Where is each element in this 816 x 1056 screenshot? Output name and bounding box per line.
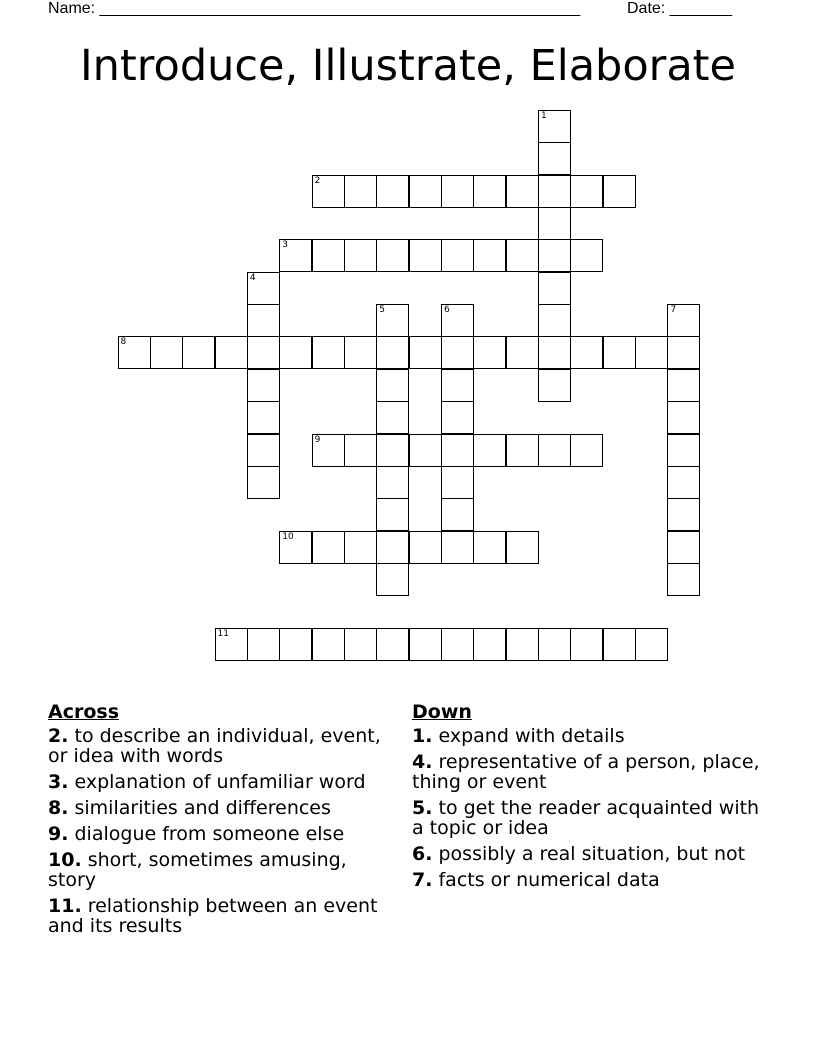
crossword-cell[interactable]: [376, 498, 409, 531]
name-field-label: Name: ______________________________________________________: [48, 0, 581, 17]
crossword-cell[interactable]: [441, 401, 474, 434]
crossword-cell[interactable]: [215, 628, 248, 661]
crossword-cell[interactable]: [279, 531, 312, 564]
crossword-cell[interactable]: [376, 531, 409, 564]
clue-text: similarities and differences: [68, 797, 331, 819]
crossword-cell[interactable]: [570, 239, 603, 272]
clue-number: 4: [249, 272, 256, 283]
crossword-cell[interactable]: [667, 466, 700, 499]
clue-number: 1: [541, 111, 547, 121]
crossword-cell[interactable]: [215, 336, 248, 369]
down-clues: [412, 702, 762, 896]
crossword-cell[interactable]: [376, 175, 409, 208]
crossword-cell[interactable]: [150, 336, 183, 369]
crossword-cell[interactable]: [538, 110, 571, 143]
crossword-cell[interactable]: [667, 304, 700, 337]
down-clue-list: [412, 726, 762, 890]
crossword-cell[interactable]: [279, 239, 312, 272]
crossword-cell[interactable]: [441, 628, 474, 661]
clue-text: to get the reader acquainted with a topic or idea: [412, 797, 760, 839]
crossword-cell[interactable]: [409, 531, 442, 564]
crossword-cell[interactable]: [538, 175, 571, 208]
clue-number: 8: [120, 337, 127, 348]
down-clue: [412, 870, 762, 890]
crossword-cell[interactable]: [247, 466, 280, 499]
down-clue: [412, 752, 762, 792]
clue-number-label: 5.: [412, 797, 433, 819]
crossword-cell[interactable]: [376, 304, 409, 337]
clue-number-label: 9.: [48, 823, 69, 845]
down-heading: Down: [412, 701, 472, 723]
crossword-cell[interactable]: [603, 175, 636, 208]
crossword-cell[interactable]: [538, 434, 571, 467]
clue-number-label: 6.: [412, 843, 433, 865]
crossword-cell[interactable]: [667, 369, 700, 402]
crossword-cell[interactable]: [603, 336, 636, 369]
down-clue: [412, 726, 762, 746]
crossword-cell[interactable]: [473, 531, 506, 564]
crossword-cell[interactable]: [473, 336, 506, 369]
crossword-cell[interactable]: [344, 175, 377, 208]
crossword-cell[interactable]: [441, 434, 474, 467]
crossword-cell[interactable]: [312, 628, 345, 661]
clue-number: 3: [282, 240, 288, 251]
clue-number: 11: [217, 628, 229, 639]
crossword-cell[interactable]: [279, 336, 312, 369]
crossword-cell[interactable]: [344, 531, 377, 564]
crossword-cell[interactable]: [409, 336, 442, 369]
crossword-cell[interactable]: [376, 336, 409, 369]
clue-text: explanation of unfamiliar word: [68, 771, 366, 793]
across-clue: [48, 824, 388, 844]
page-title: Introduce, Illustrate, Elaborate: [79, 41, 736, 91]
crossword-cell[interactable]: [376, 401, 409, 434]
crossword-cell[interactable]: [247, 434, 280, 467]
across-clue: [48, 772, 388, 792]
crossword-cell[interactable]: [570, 628, 603, 661]
crossword-cell[interactable]: [247, 369, 280, 402]
crossword-cell[interactable]: [376, 628, 409, 661]
crossword-cell[interactable]: [667, 336, 700, 369]
crossword-cell[interactable]: [441, 304, 474, 337]
crossword-cell[interactable]: [538, 272, 571, 305]
crossword-cell[interactable]: [344, 336, 377, 369]
crossword-cell[interactable]: [182, 336, 215, 369]
crossword-cell[interactable]: [376, 563, 409, 596]
crossword-cell[interactable]: [312, 336, 345, 369]
crossword-cell[interactable]: [506, 531, 539, 564]
crossword-cell[interactable]: [538, 142, 571, 175]
crossword-cell[interactable]: [667, 563, 700, 596]
date-field-label: Date: _______: [627, 0, 732, 17]
crossword-cell[interactable]: [473, 175, 506, 208]
crossword-cell[interactable]: [603, 628, 636, 661]
crossword-cell[interactable]: [247, 272, 280, 305]
crossword-cell[interactable]: [376, 434, 409, 467]
across-clues: [48, 702, 388, 942]
crossword-cell[interactable]: [279, 628, 312, 661]
clue-text: expand with details: [432, 725, 625, 747]
crossword-cell[interactable]: [667, 498, 700, 531]
clue-number-label: 3.: [48, 771, 69, 793]
crossword-cell[interactable]: [441, 466, 474, 499]
crossword-cell[interactable]: [538, 239, 571, 272]
across-clue-list: [48, 726, 388, 936]
clue-number: 7: [670, 305, 677, 316]
crossword-cell[interactable]: [409, 175, 442, 208]
clue-number: 5: [379, 305, 386, 316]
crossword-cell[interactable]: [312, 434, 345, 467]
crossword-cell[interactable]: [538, 336, 571, 369]
crossword-cell[interactable]: [667, 401, 700, 434]
clue-number-label: 2.: [48, 725, 69, 747]
clue-number: 10: [282, 531, 294, 542]
crossword-cell[interactable]: [538, 207, 571, 240]
clue-text: possibly a real situation, but not: [432, 843, 746, 865]
crossword-cell[interactable]: [247, 401, 280, 434]
crossword-cell[interactable]: [376, 369, 409, 402]
clue-number-label: 11.: [48, 895, 82, 917]
down-clue: [412, 844, 762, 864]
clue-text: representative of a person, place, thing or event: [412, 751, 760, 793]
clue-number: 2: [314, 175, 321, 186]
crossword-cell[interactable]: [506, 336, 539, 369]
crossword-cell[interactable]: [409, 628, 442, 661]
clue-text: to describe an individual, event, or idea with words: [48, 725, 381, 767]
crossword-cell[interactable]: [441, 531, 474, 564]
crossword-cell[interactable]: [538, 628, 571, 661]
clue-number-label: 10.: [48, 849, 82, 871]
crossword-cell[interactable]: [570, 434, 603, 467]
crossword-cell[interactable]: [441, 498, 474, 531]
clue-number-label: 4.: [412, 751, 433, 773]
crossword-cell[interactable]: [441, 175, 474, 208]
crossword-cell[interactable]: [344, 434, 377, 467]
clue-number: 6: [444, 305, 450, 316]
crossword-cell[interactable]: [409, 239, 442, 272]
crossword-cell[interactable]: [506, 434, 539, 467]
clue-text: relationship between an event and its results: [48, 895, 378, 937]
clue-text: facts or numerical data: [432, 869, 660, 891]
across-clue: [48, 850, 388, 890]
clue-number-label: 8.: [48, 797, 69, 819]
crossword-cell[interactable]: [570, 175, 603, 208]
crossword-cell[interactable]: [506, 239, 539, 272]
crossword-cell[interactable]: [376, 466, 409, 499]
crossword-cell[interactable]: [473, 239, 506, 272]
crossword-cell[interactable]: [506, 628, 539, 661]
clue-number-label: 7.: [412, 869, 433, 891]
crossword-cell[interactable]: [247, 628, 280, 661]
crossword-cell[interactable]: [441, 239, 474, 272]
clue-text: dialogue from someone else: [68, 823, 345, 845]
crossword-cell[interactable]: [344, 628, 377, 661]
clue-number: 9: [314, 434, 321, 445]
crossword-cell[interactable]: [118, 336, 151, 369]
crossword-cell[interactable]: [312, 239, 345, 272]
down-clue: [412, 798, 762, 838]
crossword-cell[interactable]: [312, 531, 345, 564]
crossword-cell[interactable]: [409, 434, 442, 467]
clue-number-label: 1.: [412, 725, 433, 747]
crossword-cell[interactable]: [570, 336, 603, 369]
crossword-cell[interactable]: [376, 239, 409, 272]
crossword-cell[interactable]: [441, 336, 474, 369]
crossword-cell[interactable]: [538, 304, 571, 337]
crossword-cell[interactable]: [247, 336, 280, 369]
crossword-cell[interactable]: [667, 434, 700, 467]
crossword-cell[interactable]: [312, 175, 345, 208]
across-clue: [48, 726, 388, 766]
crossword-cell[interactable]: [635, 336, 668, 369]
crossword-cell[interactable]: [441, 369, 474, 402]
across-clue: [48, 798, 388, 818]
crossword-cell[interactable]: [473, 434, 506, 467]
crossword-cell[interactable]: [635, 628, 668, 661]
crossword-cell[interactable]: [247, 304, 280, 337]
crossword-cell[interactable]: [473, 628, 506, 661]
crossword-cell[interactable]: [344, 239, 377, 272]
crossword-cell[interactable]: [506, 175, 539, 208]
clue-text: short, sometimes amusing, story: [48, 849, 347, 891]
crossword-cell[interactable]: [667, 531, 700, 564]
across-heading: Across: [48, 701, 120, 723]
crossword-cell[interactable]: [538, 369, 571, 402]
across-clue: [48, 896, 388, 936]
